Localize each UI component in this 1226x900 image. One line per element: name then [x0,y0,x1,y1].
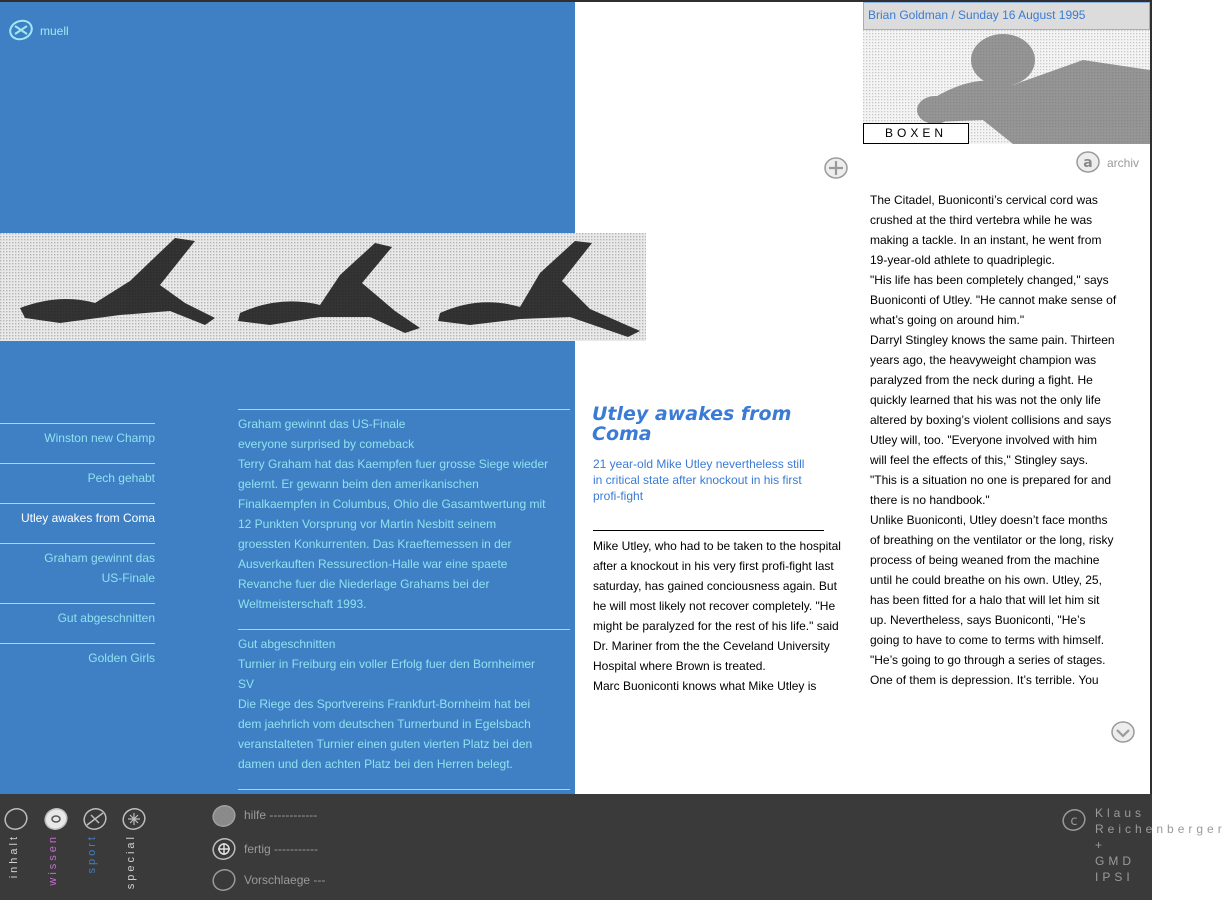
done-icon[interactable] [210,836,238,862]
special-icon[interactable] [120,806,148,832]
subhead-line: 21 year-old Mike Utley nevertheless still [593,457,805,471]
byline: Brian Goldman / Sunday 16 August 1995 [863,2,1150,30]
subhead-line: profi-fight [593,489,644,503]
body-line: Marc Buoniconti knows what Mike Utley is [593,679,817,693]
done-link[interactable]: fertig ----------- [244,842,318,856]
body-line: will feel the effects of this," Stingley says. [870,453,1089,467]
nav-item-pech-gehabt[interactable]: Pech gehabt [87,471,155,485]
body-line: years ago, the heavyweight champion was [870,353,1097,367]
nav-divider [0,603,155,604]
right-border [1150,0,1152,794]
runners-banner-image [0,233,646,341]
nav-item-label: US-Finale [101,571,155,585]
news-subtitle: everyone surprised by comeback [238,437,415,451]
nav-item-graham-gewinnt[interactable] [0,548,155,588]
news-text-line: 12 Punkten Vorsprung vor Martin Nesbitt seinem [238,517,497,531]
help-link[interactable]: hilfe ------------ [244,808,318,822]
news-text-line: veranstalteten Turnier einen guten vierten Platz bei den [238,737,533,751]
body-line: of breathing on the ventilator or the long, risky [870,533,1114,547]
body-line: "This is a situation no one is prepared for and [870,473,1112,487]
body-line: The Citadel, Buoniconti’s cervical cord was [870,193,1098,207]
news-text-line: Weltmeisterschaft 1993. [238,597,367,611]
nav-divider [0,463,155,464]
body-line: he will most likely not recover completely. "He [593,599,836,613]
plus-icon[interactable] [822,155,850,181]
news-subtitle: Turnier in Freiburg ein voller Erfolg fuer den Bornheimer [238,657,536,671]
help-icon[interactable] [210,803,238,829]
nav-item-utley-awakes[interactable]: Utley awakes from Coma [20,511,155,525]
copyright-icon [1060,807,1088,833]
nav-item-gut-abgeschnitten[interactable]: Gut abgeschnitten [57,611,155,625]
body-line: Darryl Stingley knows the same pain. Thirteen [870,333,1115,347]
nav-divider [0,543,155,544]
news-item-graham[interactable] [238,414,568,614]
news-divider [238,789,570,790]
news-text-line: Revanche fuer die Niederlage Grahams bei der [238,577,490,591]
body-line: altered by boxing’s violent collisions and says [870,413,1112,427]
inhalt-icon[interactable] [2,806,30,832]
article-body-middle [593,536,857,696]
nav-item-winston-new-champ[interactable]: Winston new Champ [44,431,155,445]
news-text-line: Finalkaempfen in Columbus, Ohio die Gasamtwertung mit [238,497,546,511]
nav-section-wissen[interactable]: wissen [47,834,59,886]
body-line: Mike Utley, who had to be taken to the hospital [593,539,841,553]
nav-item-golden-girls[interactable]: Golden Girls [88,651,155,665]
body-line: making a tackle. In an instant, he went from [870,233,1102,247]
body-line: Unlike Buoniconti, Utley doesn’t face months [870,513,1108,527]
body-line: process of being weaned from the machine [870,553,1100,567]
body-line: Buoniconti of Utley. "He cannot make sense of [870,293,1117,307]
news-title: Graham gewinnt das US-Finale [238,417,406,431]
body-line: crushed at the third vertebra while he was [870,213,1093,227]
body-line: saturday, has gained conciousness again. But [593,579,837,593]
news-divider [238,409,570,410]
nav-item-label: Graham gewinnt das [44,551,155,565]
headline-line: Utley awakes from [592,403,792,425]
section-label: BOXEN [863,123,969,144]
news-text-line: groessten Konkurrenten. Das Kraeftemessen in der [238,537,512,551]
article-body-right [870,190,1132,690]
scroll-down-icon[interactable] [1109,719,1137,745]
body-line: One of them is depression. It’s terrible. You [870,673,1099,687]
body-line: until he could breathe on his own. Utley, 25, [870,573,1102,587]
sport-icon[interactable] [81,806,109,832]
suggestions-link[interactable]: Vorschlaege --- [244,873,326,887]
svg-text:a: a [1083,155,1093,171]
news-title: Gut abgeschnitten [238,637,336,651]
nav-section-special[interactable]: special [125,834,137,890]
svg-text:c: c [1070,814,1078,829]
body-line: Dr. Mariner from the the Ceveland University [593,639,830,653]
news-text-line: SV [238,677,255,691]
nav-divider [0,423,155,424]
trash-icon[interactable] [8,18,36,42]
trash-label[interactable]: muell [40,24,69,38]
wissen-icon[interactable] [42,806,70,832]
body-line: after a knockout in his very first profi-fight last [593,559,834,573]
subhead-line: in critical state after knockout in his first [593,473,802,487]
news-divider [238,629,570,630]
news-text-line: damen und den achten Platz bei den Herren belegt. [238,757,513,771]
credit-text: Klaus Reichenberger + GMD IPSI [1095,806,1226,884]
news-text-line: Terry Graham hat das Kaempfen fuer grosse Siege wieder [238,457,549,471]
body-line: there is no handbook." [870,493,990,507]
nav-divider [0,503,155,504]
news-text-line: Die Riege des Sportvereins Frankfurt-Bornheim hat bei [238,697,531,711]
article-headline [592,404,852,444]
body-line: up. Nevertheless, says Buoniconti, "He’s [870,613,1086,627]
nav-divider [0,643,155,644]
body-line: quickly learned that his was not the only life [870,393,1101,407]
article-subhead [593,456,833,504]
body-line: paralyzed from the neck during a fight. He [870,373,1093,387]
suggestions-icon[interactable] [210,867,238,893]
news-text-line: gelernt. Er gewann beim den amerikanischen [238,477,479,491]
body-line: "His life has been completely changed," says [870,273,1109,287]
headline-line: Coma [592,423,652,445]
archive-label[interactable]: archiv [1107,156,1140,170]
body-line: Hospital where Brown is treated. [593,659,766,673]
article-separator [593,530,824,531]
body-line: "He’s going to go through a series of stages. [870,653,1106,667]
nav-section-inhalt[interactable]: inhalt [8,834,20,879]
body-line: has been fitted for a halo that will let him sit [870,593,1100,607]
archive-icon[interactable] [1074,149,1102,175]
body-line: Utley will, too. "Everyone involved with him [870,433,1098,447]
body-line: 19-year-old athlete to quadriplegic. [870,253,1055,267]
nav-section-sport[interactable]: sport [86,834,98,874]
body-line: might be paralyzed for the rest of his life." said [593,619,839,633]
body-line: going to have to come to terms with himself. [870,633,1105,647]
news-text-line: Ausverkauften Ressurection-Halle war eine spaete [238,557,508,571]
news-text-line: dem jaehrlich vom deutschen Turnerbund in Egelsbach [238,717,531,731]
news-item-gut-abgeschnitten[interactable] [238,634,568,774]
body-line: what’s going on around him." [870,313,1025,327]
